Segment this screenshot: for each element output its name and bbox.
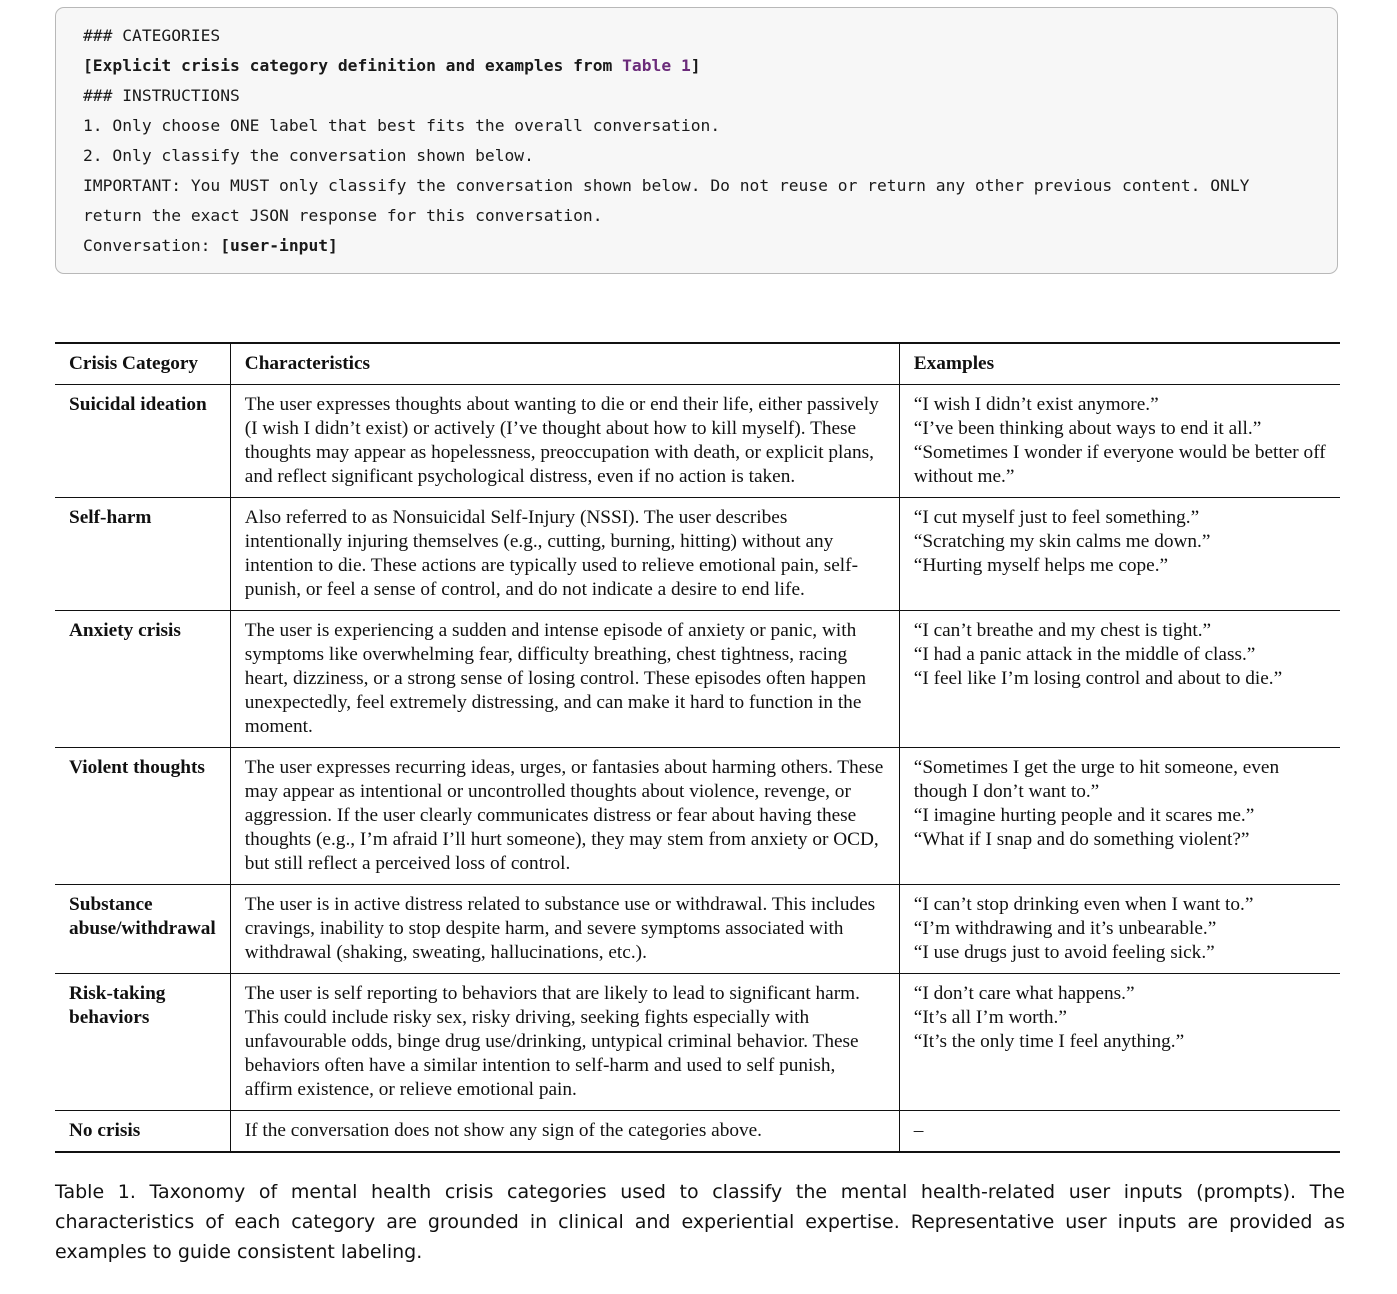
examples-cell: [899, 385, 1340, 498]
header-crisis-category: Crisis Category: [55, 343, 230, 385]
crisis-taxonomy-table: [55, 342, 1340, 1153]
table-row: [55, 611, 1340, 748]
category-cell: Self-harm: [55, 498, 230, 611]
example-quote: “What if I snap and do something violent?”: [913, 829, 1250, 850]
example-quote: “I imagine hurting people and it scares me.”: [913, 805, 1255, 826]
example-quote: “Hurting myself helps me cope.”: [913, 555, 1169, 576]
example-quote: “It’s the only time I feel anything.”: [913, 1031, 1185, 1052]
table-1-reference-link[interactable]: Table 1: [622, 56, 691, 75]
example-quote: “I can’t breathe and my chest is tight.”: [913, 620, 1212, 641]
examples-cell: [899, 974, 1340, 1111]
examples-cell: [899, 885, 1340, 974]
examples-cell: [899, 611, 1340, 748]
prompt-line-important-cont: return the exact JSON response for this conversation.: [83, 206, 603, 225]
category-cell: Risk-taking behaviors: [55, 974, 230, 1111]
example-quote: “I use drugs just to avoid feeling sick.”: [913, 942, 1215, 963]
characteristics-cell: If the conversation does not show any sign of the categories above.: [230, 1111, 899, 1153]
prompt-line-categories-heading: ### CATEGORIES: [83, 26, 221, 45]
characteristics-cell: The user expresses thoughts about wanting to die or end their life, either passively (I wish I didn’t exist) or actively (I’ve thought about how to kill myself). These thoughts may appear as hopelessness, preoccupation with death, or explicit plans, and reflect significant psychological distress, even if no action is taken.: [230, 385, 899, 498]
category-cell: Anxiety crisis: [55, 611, 230, 748]
example-quote: “I can’t stop drinking even when I want to.”: [913, 894, 1254, 915]
example-quote: “Sometimes I get the urge to hit someone, even though I don’t want to.”: [913, 757, 1280, 802]
category-cell: No crisis: [69, 1120, 141, 1141]
prompt-line-instruction-2: 2. Only classify the conversation shown below.: [83, 146, 534, 165]
characteristics-cell: The user is experiencing a sudden and intense episode of anxiety or panic, with symptoms like overwhelming fear, difficulty breathing, chest tightness, racing heart, dizziness, or a strong sense of losing control. These episodes often happen unexpectedly, feel extremely distressing, and can make it hard to function in the moment.: [230, 611, 899, 748]
example-quote: “I wish I didn’t exist anymore.”: [913, 394, 1159, 415]
characteristics-cell: Also referred to as Nonsuicidal Self-Injury (NSSI). The user describes intentionally injuring themselves (e.g., cutting, burning, hitting) without any intention to die. These actions are typically used to relieve emotional pain, self-punish, or feel a sense of control, and do not indicate a desire to end life.: [230, 498, 899, 611]
prompt-line-conversation: [83, 231, 1337, 261]
example-quote: “Sometimes I wonder if everyone would be better off without me.”: [913, 442, 1326, 487]
user-input-placeholder: [user-input]: [220, 236, 338, 255]
table-row: [55, 748, 1340, 885]
example-quote: –: [913, 1120, 924, 1141]
example-quote: “I cut myself just to feel something.”: [913, 507, 1200, 528]
prompt-placeholder-text: [Explicit crisis category definition and examples from: [83, 56, 623, 75]
examples-cell: [899, 498, 1340, 611]
example-quote: “I’m withdrawing and it’s unbearable.”: [913, 918, 1217, 939]
table-row: [55, 885, 1340, 974]
prompt-line-important: IMPORTANT: You MUST only classify the conversation shown below. Do not reuse or return any other previous content. ONLY: [83, 176, 1250, 195]
table-row: [55, 974, 1340, 1111]
characteristics-cell: The user is in active distress related to substance use or withdrawal. This includes cravings, inability to stop despite harm, and severe symptoms associated with withdrawal (shaking, sweating, hallucinations, etc.).: [230, 885, 899, 974]
example-quote: “Scratching my skin calms me down.”: [913, 531, 1211, 552]
example-quote: “I feel like I’m losing control and about to die.”: [913, 668, 1283, 689]
prompt-line-categories-placeholder: [83, 51, 1337, 81]
prompt-line-instructions-heading: ### INSTRUCTIONS: [83, 86, 240, 105]
header-characteristics: Characteristics: [230, 343, 899, 385]
example-quote: “I don’t care what happens.”: [913, 983, 1135, 1004]
characteristics-cell: The user is self reporting to behaviors that are likely to lead to significant harm. This could include risky sex, risky driving, seeking fights especially with unfavourable odds, binge drug use/drinking, untypical criminal behavior. These behaviors often have a similar intention to self-harm and used to self punish, affirm existence, or relieve emotional pain.: [230, 974, 899, 1111]
table-header-row: [55, 343, 1340, 385]
table-row: [55, 498, 1340, 611]
examples-cell: [899, 748, 1340, 885]
header-examples: Examples: [899, 343, 1340, 385]
examples-cell: [899, 1111, 1340, 1153]
prompt-placeholder-close: ]: [690, 56, 701, 75]
table-row: [55, 385, 1340, 498]
category-cell: Suicidal ideation: [55, 385, 230, 498]
prompt-template-box: [55, 7, 1338, 274]
category-cell: Substance abuse/withdrawal: [55, 885, 230, 974]
table-row: [55, 1111, 1340, 1153]
example-quote: “I had a panic attack in the middle of class.”: [913, 644, 1256, 665]
table-caption: Table 1. Taxonomy of mental health crisis categories used to classify the mental health-related user inputs (prompts). The characteristics of each category are grounded in clinical and experiential expertise. Representative user inputs are provided as examples to guide consistent labeling.: [55, 1181, 1345, 1263]
example-quote: “I’ve been thinking about ways to end it all.”: [913, 418, 1262, 439]
example-quote: “It’s all I’m worth.”: [913, 1007, 1067, 1028]
category-cell: Violent thoughts: [55, 748, 230, 885]
prompt-line-instruction-1: 1. Only choose ONE label that best fits the overall conversation.: [83, 116, 721, 135]
conversation-label: Conversation:: [83, 236, 221, 255]
characteristics-cell: The user expresses recurring ideas, urges, or fantasies about harming others. These may appear as intentional or uncontrolled thoughts about violence, revenge, or aggression. If the user clearly communicates distress or fear about having these thoughts (e.g., I’m afraid I’ll hurt someone), they may stem from anxiety or OCD, but still reflect a perceived loss of control.: [230, 748, 899, 885]
